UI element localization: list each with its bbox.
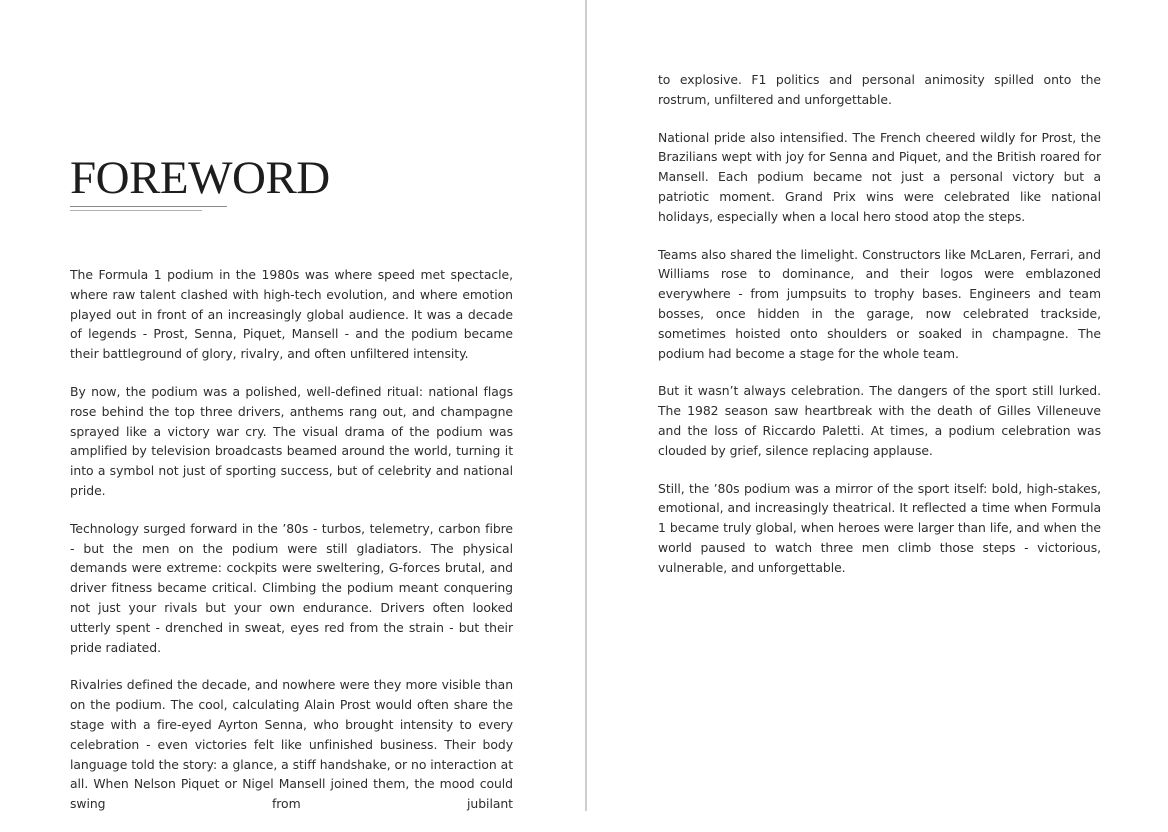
right-body-text: [658, 70, 1101, 596]
left-body-text: [70, 265, 513, 832]
page-title: FOREWORD: [70, 152, 330, 204]
paragraph: The Formula 1 podium in the 1980s was where speed met spectacle, where raw talent clashed with high-tech evolution, and where emotion played out in front of an increasingly global audience. It was a decade of legends - Prost, Senna, Piquet, Mansell - and the podium became their battleground of glory, rivalry, and often unfiltered intensity.: [70, 267, 513, 362]
paragraph: National pride also intensified. The French cheered wildly for Prost, the Brazilians wept with joy for Senna and Piquet, and the British roared for Mansell. Each podium became not just a personal victory but a patriotic moment. Grand Prix wins were celebrated like national holidays, especially when a local hero stood atop the steps.: [658, 129, 1101, 224]
paragraph: By now, the podium was a polished, well-defined ritual: national flags rose behind the top three drivers, anthems rang out, and champagne sprayed like a victory war cry. The visual drama of the podium was amplified by television broadcasts beamed around the world, turning it into a symbol not just of sporting success, but of celebrity and national pride.: [70, 383, 513, 498]
paragraph: Rivalries defined the decade, and nowhere were they more visible than on the podium. The cool, calculating Alain Prost would often share the stage with a fire-eyed Ayrton Senna, who brought intensity to every celebration - even victories felt like unfinished business. Their body language told the story: a glance, a stiff handshake, or no interaction at all. When Nelson Piquet or Nigel Mansell joined them, the mood could swing from jubilant: [70, 677, 513, 812]
title-underline-secondary: [70, 210, 202, 211]
paragraph: But it wasn’t always celebration. The dangers of the sport still lurked. The 1982 season saw heartbreak with the death of Gilles Villeneuve and the loss of Riccardo Paletti. At times, a podium celebration was clouded by grief, silence replacing applause.: [658, 383, 1101, 458]
paragraph: Technology surged forward in the ’80s - turbos, telemetry, carbon fibre - but the men on the podium were still gladiators. The physical demands were extreme: cockpits were sweltering, G-forces brutal, and driver fitness became critical. Climbing the podium meant conquering not just your rivals but your own endurance. Drivers often looked utterly spent - drenched in sweat, eyes red from the strain - but their pride radiated.: [70, 520, 513, 655]
page-spine-divider: [585, 0, 587, 811]
paragraph: Still, the ’80s podium was a mirror of the sport itself: bold, high-stakes, emotional, and increasingly theatrical. It reflected a time when Formula 1 became truly global, when heroes were larger than life, and when the world paused to watch three men climb those steps - victorious, vulnerable, and unforgettable.: [658, 480, 1101, 575]
paragraph: Teams also shared the limelight. Constructors like McLaren, Ferrari, and Williams rose to dominance, and their logos were emblazoned everywhere - from jumpsuits to trophy bases. Engineers and team bosses, once hidden in the garage, now celebrated trackside, sometimes hoisted onto shoulders or soaked in champagne. The podium had become a stage for the whole team.: [658, 246, 1101, 361]
paragraph: to explosive. F1 politics and personal animosity spilled onto the rostrum, unfiltered and unforgettable.: [658, 72, 1101, 107]
title-underline: [70, 206, 227, 207]
